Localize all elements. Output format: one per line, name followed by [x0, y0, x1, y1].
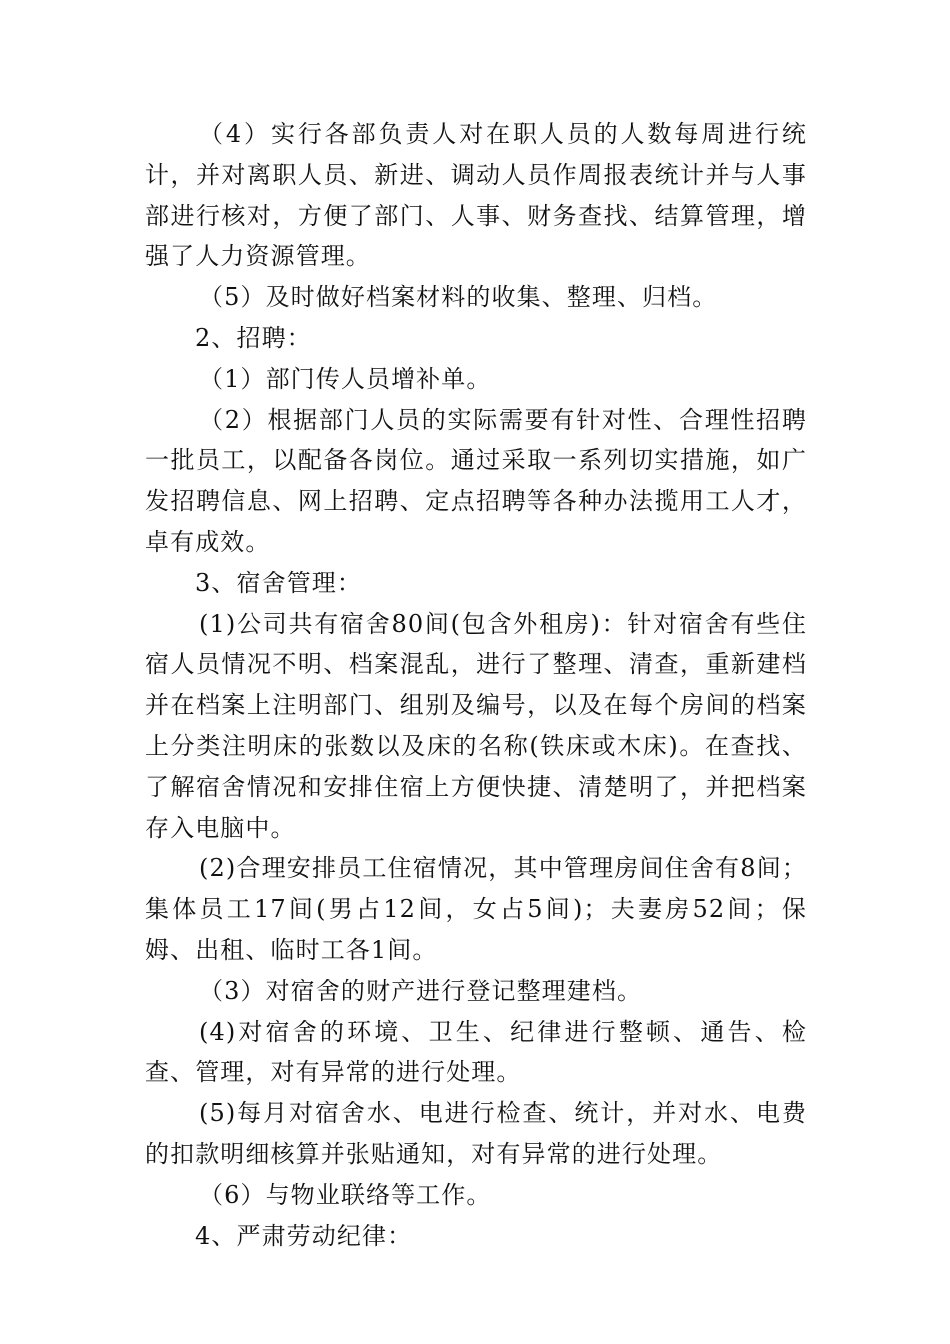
document-body [145, 114, 807, 1256]
paragraph-room-allocation: (2)合理安排员工住宿情况，其中管理房间住舍有8间；集体员工17间(男占12间，女占5间)；夫妻房52间；保姆、出租、临时工各1间。 [145, 854, 807, 964]
paragraph-recruitment-methods: （2）根据部门人员的实际需要有针对性、合理性招聘一批员工，以配备各岗位。通过采取一系列切实措施，如广发招聘信息、网上招聘、定点招聘等各种办法揽用工人才，卓有成效。 [145, 405, 807, 556]
paragraph-staff-requisition: （1）部门传人员增补单。 [199, 364, 492, 393]
paragraph-environment-management: (4)对宿舍的环境、卫生、纪律进行整顿、通告、检查、管理，对有异常的进行处理。 [145, 1017, 807, 1087]
paragraph-property-liaison: （6）与物业联络等工作。 [199, 1180, 492, 1209]
section-heading-recruitment: 2、招聘： [195, 323, 312, 352]
section-heading-labor-discipline: 4、严肃劳动纪律： [195, 1221, 413, 1250]
paragraph-property-registration: （3）对宿舍的财产进行登记整理建档。 [199, 976, 643, 1005]
section-heading-dormitory: 3、宿舍管理： [195, 568, 362, 597]
paragraph-attendance-statistics: （4）实行各部负责人对在职人员的人数每周进行统计，并对离职人员、新进、调动人员作周报表统计并与人事部进行核对，方便了部门、人事、财务查找、结算管理，增强了人力资源管理。 [145, 120, 807, 271]
paragraph-utilities-check: (5)每月对宿舍水、电进行检查、统计，并对水、电费的扣款明细核算并张贴通知，对有异常的进行处理。 [145, 1099, 807, 1168]
paragraph-archive-filing: （5）及时做好档案材料的收集、整理、归档。 [199, 283, 718, 312]
paragraph-dormitory-records: (1)公司共有宿舍80间(包含外租房)：针对宿舍有些住宿人员情况不明、档案混乱，进行了整理、清查，重新建档并在档案上注明部门、组别及编号，以及在每个房间的档案上分类注明床的张数以及床的名称(铁床或木床)。在查找、了解宿舍情况和安排住宿上方便快捷、清楚明了，并把档案存入电脑中。 [145, 609, 807, 842]
